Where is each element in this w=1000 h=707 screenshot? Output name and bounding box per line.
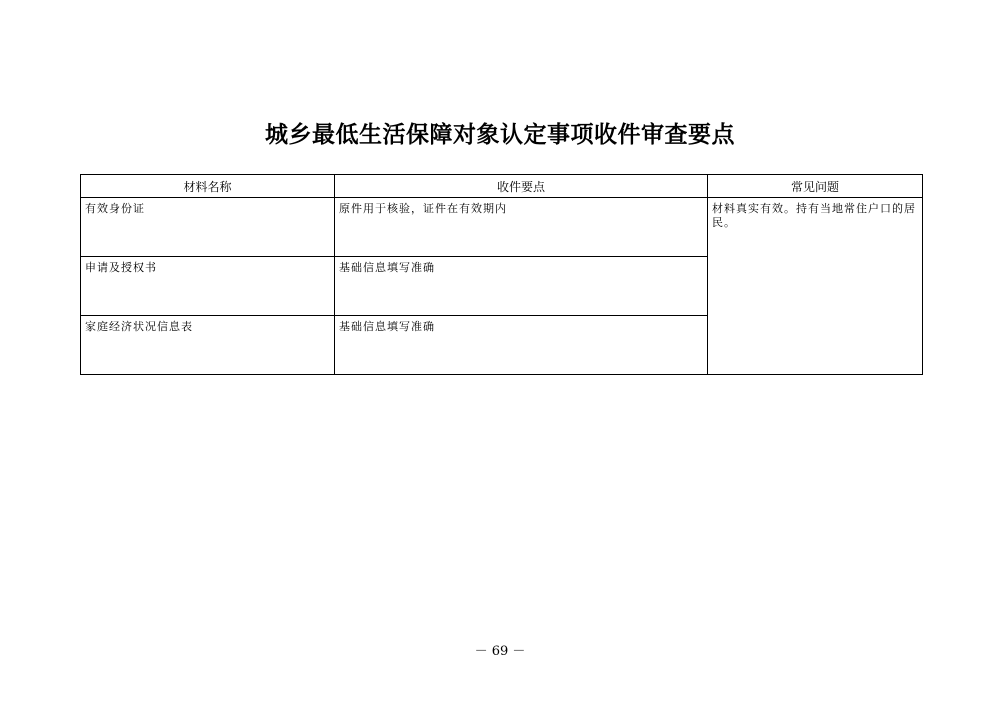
header-common-issues: 常见问题: [708, 175, 923, 198]
page-title: 城乡最低生活保障对象认定事项收件审查要点: [265, 121, 735, 148]
material-cell: [81, 316, 335, 375]
point-cell: [335, 257, 708, 316]
material-name: 有效身份证: [85, 202, 145, 215]
common-issues-cell: [708, 198, 923, 375]
point-cell: [335, 316, 708, 375]
table-header-row: [81, 175, 923, 198]
table-row: [81, 198, 923, 257]
point-cell: [335, 198, 708, 257]
receipt-point: 基础信息填写准确: [339, 261, 435, 274]
header-receipt-points: 收件要点: [335, 175, 708, 198]
material-name: 家庭经济状况信息表: [85, 320, 193, 333]
review-points-table: [80, 174, 923, 375]
common-issues-text: 材料真实有效。持有当地常住户口的居民。: [712, 202, 916, 229]
page-number: － 69 －: [474, 644, 526, 659]
material-cell: [81, 257, 335, 316]
receipt-point: 原件用于核验，证件在有效期内: [339, 202, 507, 215]
material-name: 申请及授权书: [85, 261, 157, 274]
header-material-name: 材料名称: [81, 175, 335, 198]
receipt-point: 基础信息填写准确: [339, 320, 435, 333]
material-cell: [81, 198, 335, 257]
